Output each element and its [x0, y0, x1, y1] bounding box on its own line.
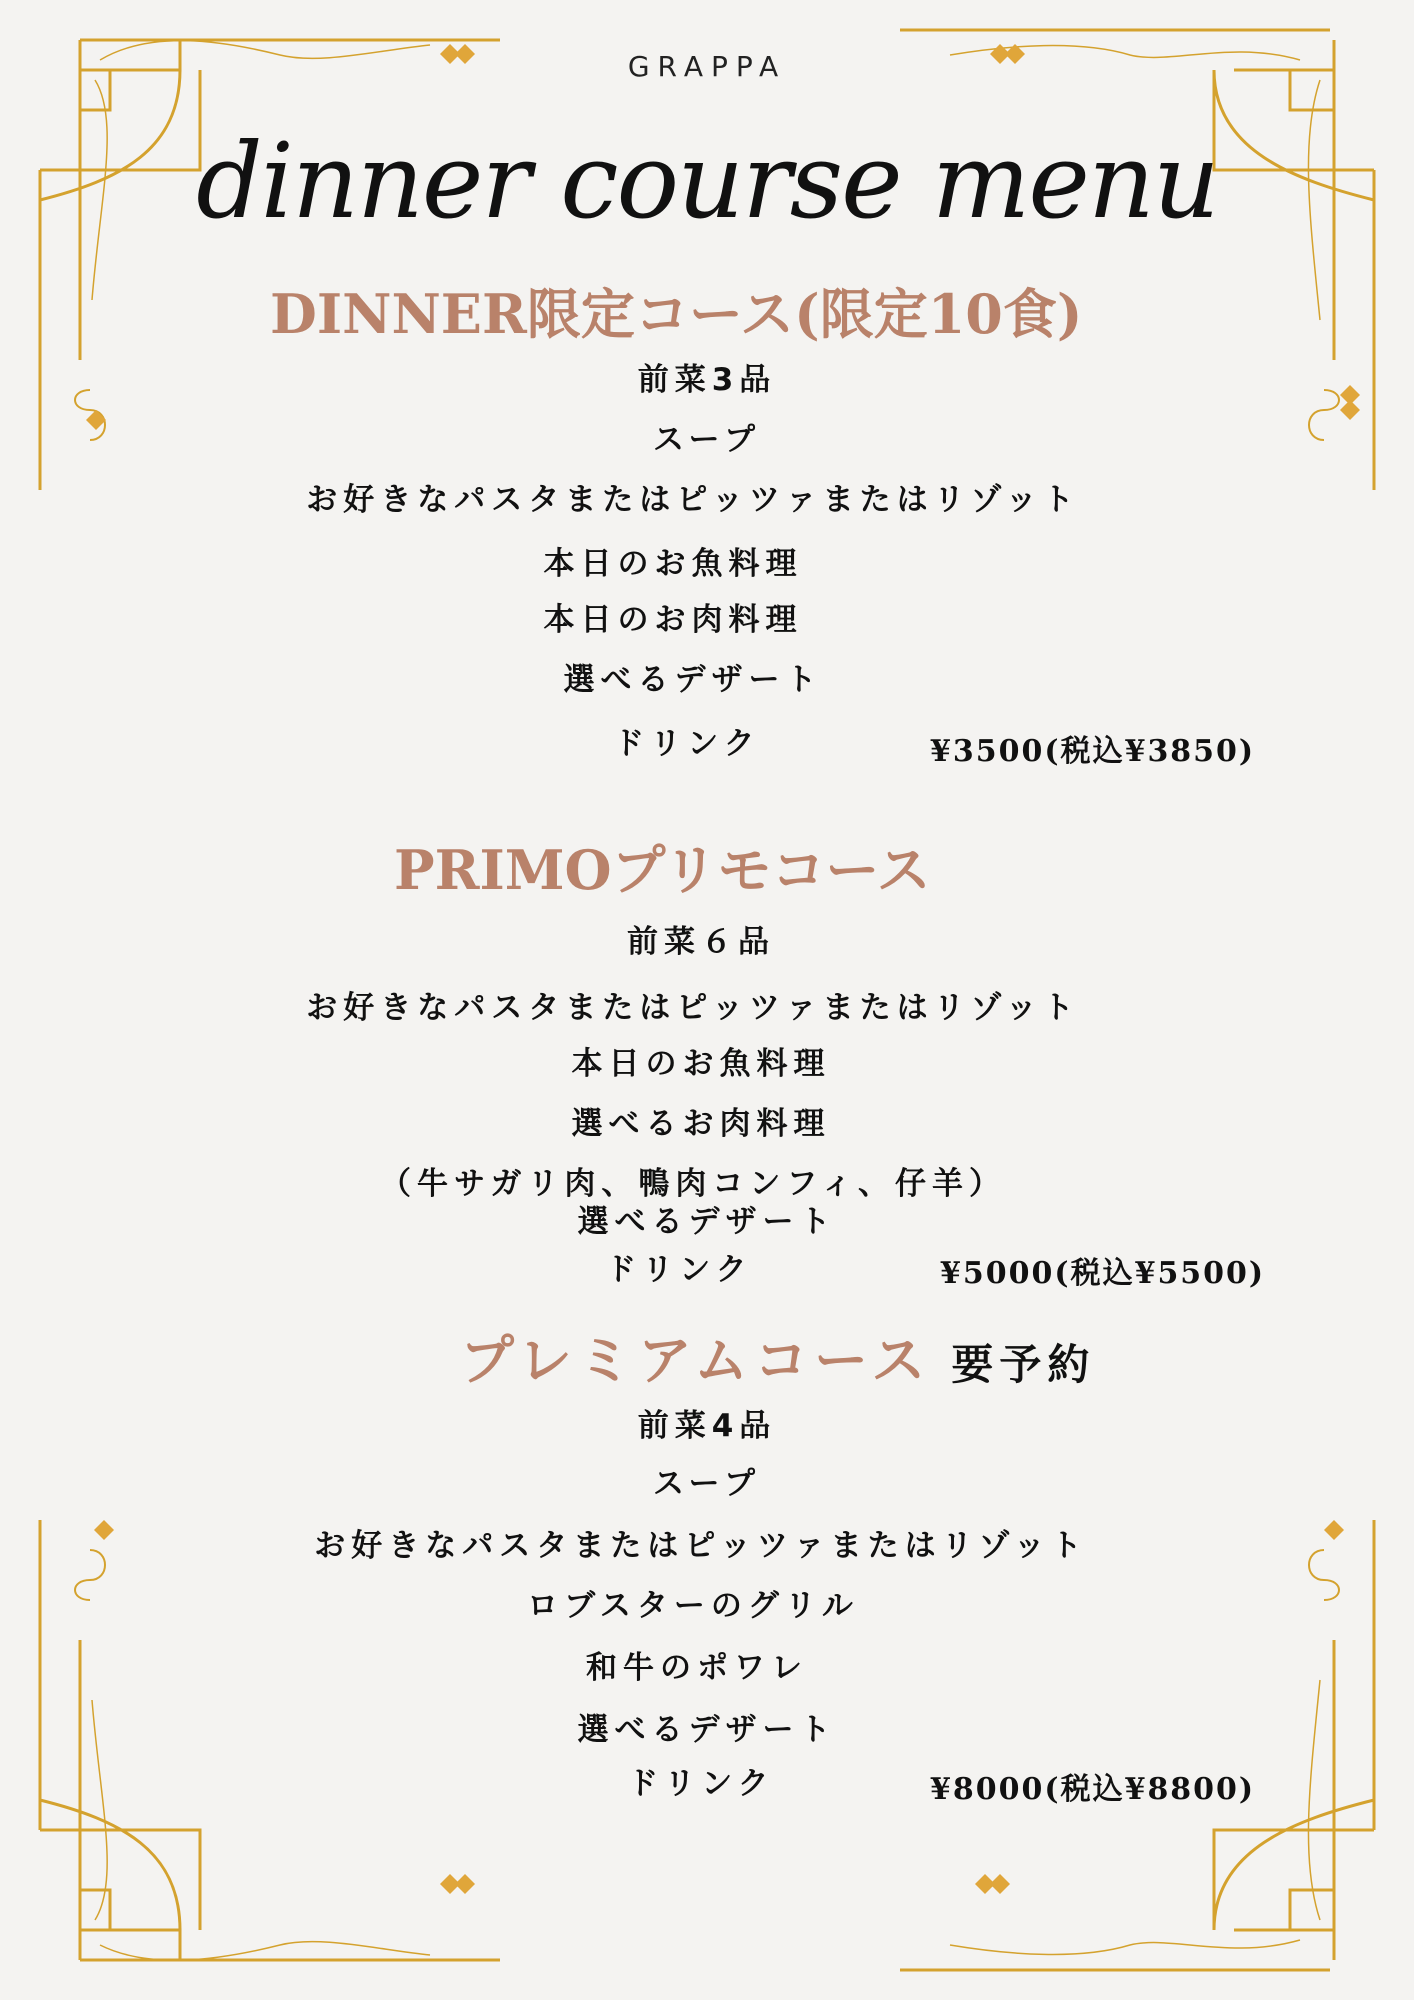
menu-item: 前菜3品	[637, 362, 777, 398]
menu-item: 前菜６品	[627, 924, 775, 960]
course-heading-name: プレミアムコース	[460, 1328, 932, 1392]
menu-item: ドリンク	[605, 1252, 753, 1288]
menu-item: ロブスターのグリル	[527, 1588, 859, 1624]
menu-item: 選べるデザート	[577, 1712, 837, 1748]
menu-title: dinner course menu	[196, 120, 1218, 242]
course-heading: DINNER限定コース(限定10食)	[270, 282, 1083, 346]
menu-item: スープ	[653, 422, 761, 458]
menu-item: 和牛のポワレ	[586, 1650, 808, 1686]
course-price: ¥3500(税込¥3850)	[930, 734, 1256, 769]
menu-item: 本日のお肉料理	[543, 602, 803, 638]
diamond-ornament	[440, 1874, 475, 1894]
menu-item: ドリンク	[627, 1766, 775, 1802]
restaurant-name: GRAPPA	[627, 50, 787, 83]
menu-item: 選べるデザート	[577, 1204, 837, 1240]
menu-item: 選べるデザート	[563, 662, 823, 698]
course-price: ¥8000(税込¥8800)	[930, 1772, 1256, 1807]
menu-item: スープ	[653, 1466, 761, 1502]
menu-item: 本日のお魚料理	[543, 546, 803, 582]
menu-item: ドリンク	[613, 726, 761, 762]
menu-item: （牛サガリ肉、鴨肉コンフィ、仔羊）	[380, 1166, 1006, 1202]
diamond-ornament	[975, 1874, 1010, 1894]
menu-item: 前菜4品	[637, 1408, 777, 1444]
menu-item: お好きなパスタまたはピッツァまたはリゾット	[306, 482, 1080, 518]
menu-item: 選べるお肉料理	[571, 1106, 831, 1142]
menu-item: お好きなパスタまたはピッツァまたはリゾット	[306, 990, 1080, 1026]
course-heading	[460, 1318, 1095, 1395]
course-price: ¥5000(税込¥5500)	[940, 1256, 1266, 1291]
course-heading: PRIMOプリモコース	[394, 838, 931, 902]
menu-item: 本日のお魚料理	[571, 1046, 831, 1082]
menu-item: お好きなパスタまたはピッツァまたはリゾット	[314, 1528, 1088, 1564]
reservation-required-tag: 要予約	[951, 1340, 1096, 1389]
